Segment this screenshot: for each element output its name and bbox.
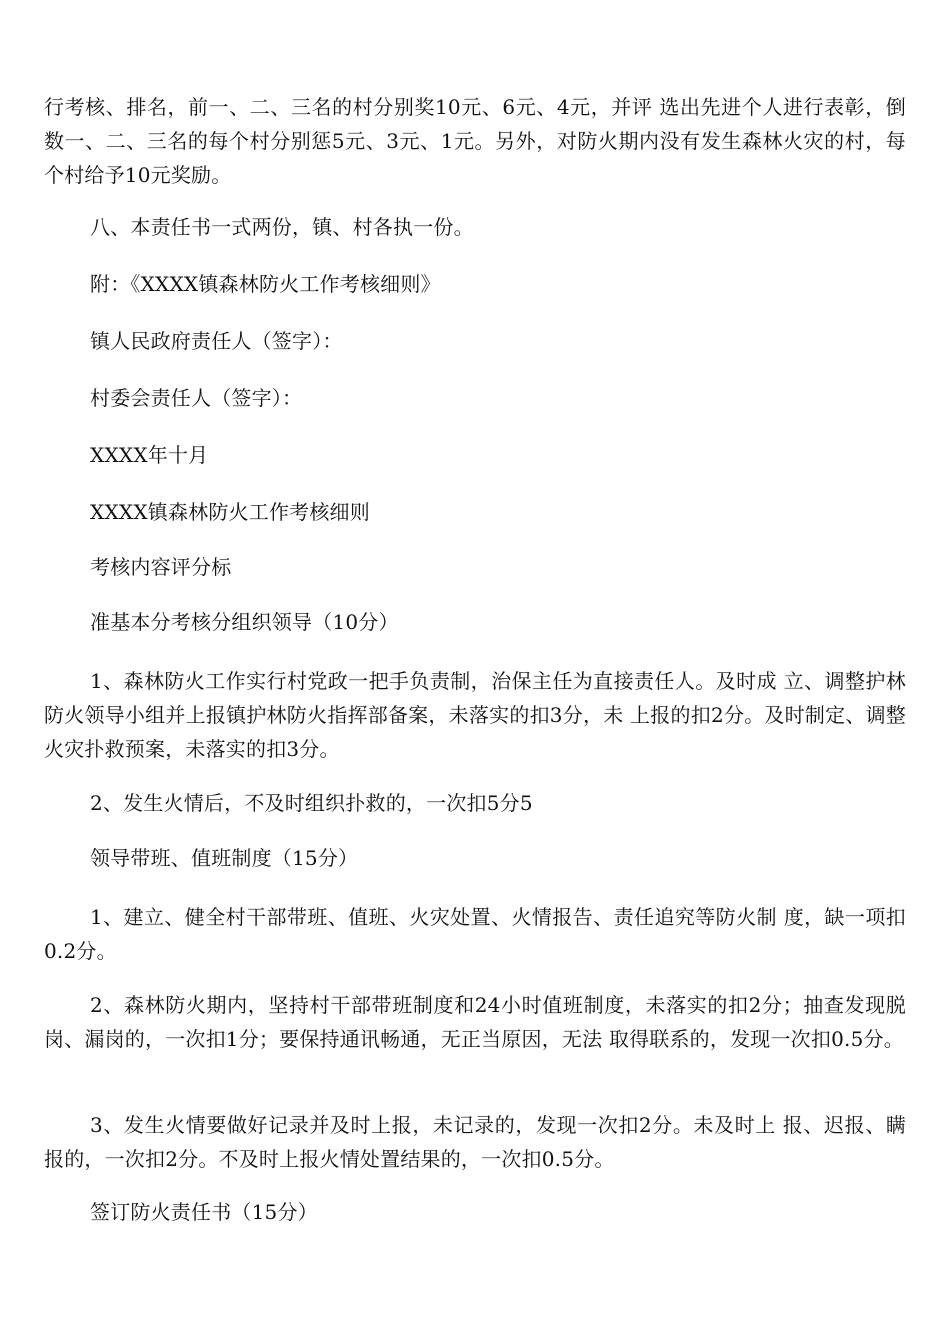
subheading-responsibility: 签订防火责任书（15分） xyxy=(90,1200,318,1224)
signature-line-town: 镇人民政府责任人（签字）： xyxy=(90,329,343,353)
date-line: XXXX年十月 xyxy=(90,443,209,467)
header-line-2: 准基本分考核分组织领导（10分） xyxy=(90,610,399,634)
header-line-1: 考核内容评分标 xyxy=(90,555,232,579)
item-duty-1: 1、建立、健全村干部带班、值班、火灾处置、火情报告、责任追究等防火制 度，缺一项扣0.2分。 xyxy=(44,905,906,963)
item-duty-3: 3、发生火情要做好记录并及时上报，未记录的，发现一次扣2分。未及时上 报、迟报、瞒报的，一次扣2分。不及时上报火情处置结果的，一次扣0.5分。 xyxy=(44,1113,906,1171)
section-title: XXXX镇森林防火工作考核细则 xyxy=(90,500,370,524)
paragraph-copies: 八、本责任书一式两份，镇、村各执一份。 xyxy=(90,215,474,239)
paragraph-attachment: 附：《XXXX镇森林防火工作考核细则》 xyxy=(90,272,441,296)
item-organization-2: 2、发生火情后，不及时组织扑救的，一次扣5分5 xyxy=(90,791,533,815)
signature-line-village: 村委会责任人（签字）： xyxy=(90,386,303,410)
item-organization-1: 1、森林防火工作实行村党政一把手负责制，治保主任为直接责任人。及时成 立、调整护林防火领导小组并上报镇护林防火指挥部备案，未落实的扣3分，未 上报的扣2分。及时制定、调整火灾扑救预案，未落实的扣3分。 xyxy=(44,669,906,761)
paragraph-continued-rewards: 行考核、排名，前一、二、三名的村分别奖10元、6元、4元，并评 选出先进个人进行表彰，倒数一、二、三名的每个村分别惩5元、3元、1元。另外，对防火期内没有发生森林火灾的村，每个村给予10元奖励。 xyxy=(44,95,906,187)
item-duty-2: 2、森林防火期内，坚持村干部带班制度和24小时值班制度，未落实的扣2分；抽查发现脱岗、漏岗的，一次扣1分；要保持通讯畅通，无正当原因，无法 取得联系的，发现一次扣0.5分。 xyxy=(44,993,906,1051)
subheading-duty: 领导带班、值班制度（15分） xyxy=(90,846,359,870)
